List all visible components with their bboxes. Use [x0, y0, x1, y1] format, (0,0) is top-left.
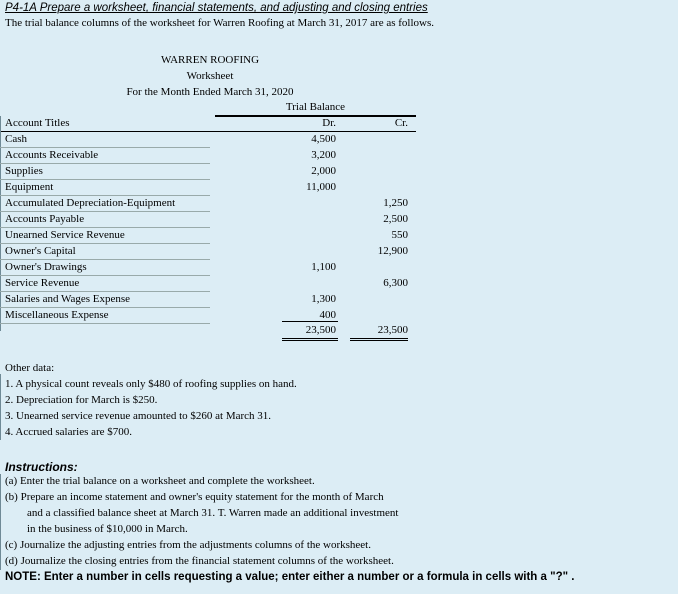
dr-value: 11,000: [306, 181, 336, 193]
other-data-item-1: 1. A physical count reveals only $480 of roofing supplies on hand.: [5, 378, 297, 390]
cr-total-double-rule-2: [350, 340, 408, 341]
trial-balance-header: Trial Balance: [285, 101, 346, 113]
table-row: [0, 148, 420, 164]
dr-value: 3,200: [311, 149, 336, 161]
account-title: Miscellaneous Expense: [5, 309, 109, 321]
instruction-d: (d) Journalize the closing entries from the financial statement columns of the worksheet.: [5, 555, 394, 567]
row-divider: [0, 323, 210, 324]
account-title: Accumulated Depreciation-Equipment: [5, 197, 176, 209]
worksheet-period: For the Month Ended March 31, 2020: [126, 86, 294, 98]
instruction-c: (c) Journalize the adjusting entries from the adjustments columns of the worksheet.: [5, 539, 371, 551]
other-data-border: [0, 374, 1, 440]
dr-value: 1,300: [311, 293, 336, 305]
dr-total-double-rule: [282, 338, 338, 339]
account-title: Unearned Service Revenue: [5, 229, 125, 241]
worksheet-name: Worksheet: [186, 70, 234, 82]
table-row: [0, 276, 420, 292]
account-title: Equipment: [5, 181, 54, 193]
company-name: WARREN ROOFING: [160, 54, 260, 66]
account-title: Supplies: [5, 165, 43, 177]
col-account-titles: Account Titles: [5, 117, 70, 129]
table-row: [0, 260, 420, 276]
table-row: [0, 196, 420, 212]
other-data-heading: Other data:: [5, 362, 55, 374]
cr-total-double-rule: [350, 338, 408, 339]
table-row: [0, 228, 420, 244]
dr-value: 2,000: [311, 165, 336, 177]
instructions-border: [0, 474, 1, 570]
table-row: [0, 212, 420, 228]
dr-total-rule: [282, 321, 338, 322]
table-row: [0, 164, 420, 180]
account-title: Accounts Payable: [5, 213, 85, 225]
instruction-b-line1: (b) Prepare an income statement and owner's equity statement for the month of March: [5, 491, 384, 503]
account-title: Cash: [5, 133, 27, 145]
instruction-b-line3: in the business of $10,000 in March.: [27, 523, 188, 535]
instructions-heading: Instructions:: [5, 460, 78, 474]
account-title: Owner's Capital: [5, 245, 76, 257]
cr-value: 2,500: [383, 213, 408, 225]
col-dr: Dr.: [322, 117, 336, 129]
problem-title: P4-1A Prepare a worksheet, financial statements, and adjusting and closing entries: [5, 2, 428, 14]
table-row: [0, 132, 420, 148]
cr-value: 1,250: [383, 197, 408, 209]
instruction-a: (a) Enter the trial balance on a worksheet and complete the worksheet.: [5, 475, 315, 487]
instruction-b-line2: and a classified balance sheet at March 31. T. Warren made an additional investment: [27, 507, 399, 519]
cr-value: 550: [391, 229, 408, 241]
dr-value: 1,100: [311, 261, 336, 273]
total-cr: 23,500: [377, 324, 408, 336]
table-row: [0, 244, 420, 260]
account-title: Accounts Receivable: [5, 149, 99, 161]
table-row: [0, 180, 420, 196]
column-header-row: [0, 116, 420, 132]
table-row: [0, 308, 420, 324]
problem-intro: The trial balance columns of the worksheet for Warren Roofing at March 31, 2017 are as follows.: [5, 17, 434, 29]
other-data-item-4: 4. Accrued salaries are $700.: [5, 426, 133, 438]
account-title: Salaries and Wages Expense: [5, 293, 131, 305]
instructions-note: NOTE: Enter a number in cells requesting a value; enter either a number or a formula in cells with a "?" .: [5, 571, 575, 583]
other-data-item-2: 2. Depreciation for March is $250.: [5, 394, 158, 406]
dr-total-double-rule-2: [282, 340, 338, 341]
dr-value: 4,500: [311, 133, 336, 145]
col-cr: Cr.: [394, 117, 408, 129]
total-dr: 23,500: [305, 324, 336, 336]
account-title: Service Revenue: [5, 277, 80, 289]
account-title: Owner's Drawings: [5, 261, 87, 273]
dr-value: 400: [319, 309, 336, 321]
other-data-item-3: 3. Unearned service revenue amounted to $260 at March 31.: [5, 410, 272, 422]
cr-value: 12,900: [377, 245, 408, 257]
table-row: [0, 292, 420, 308]
cr-value: 6,300: [383, 277, 408, 289]
